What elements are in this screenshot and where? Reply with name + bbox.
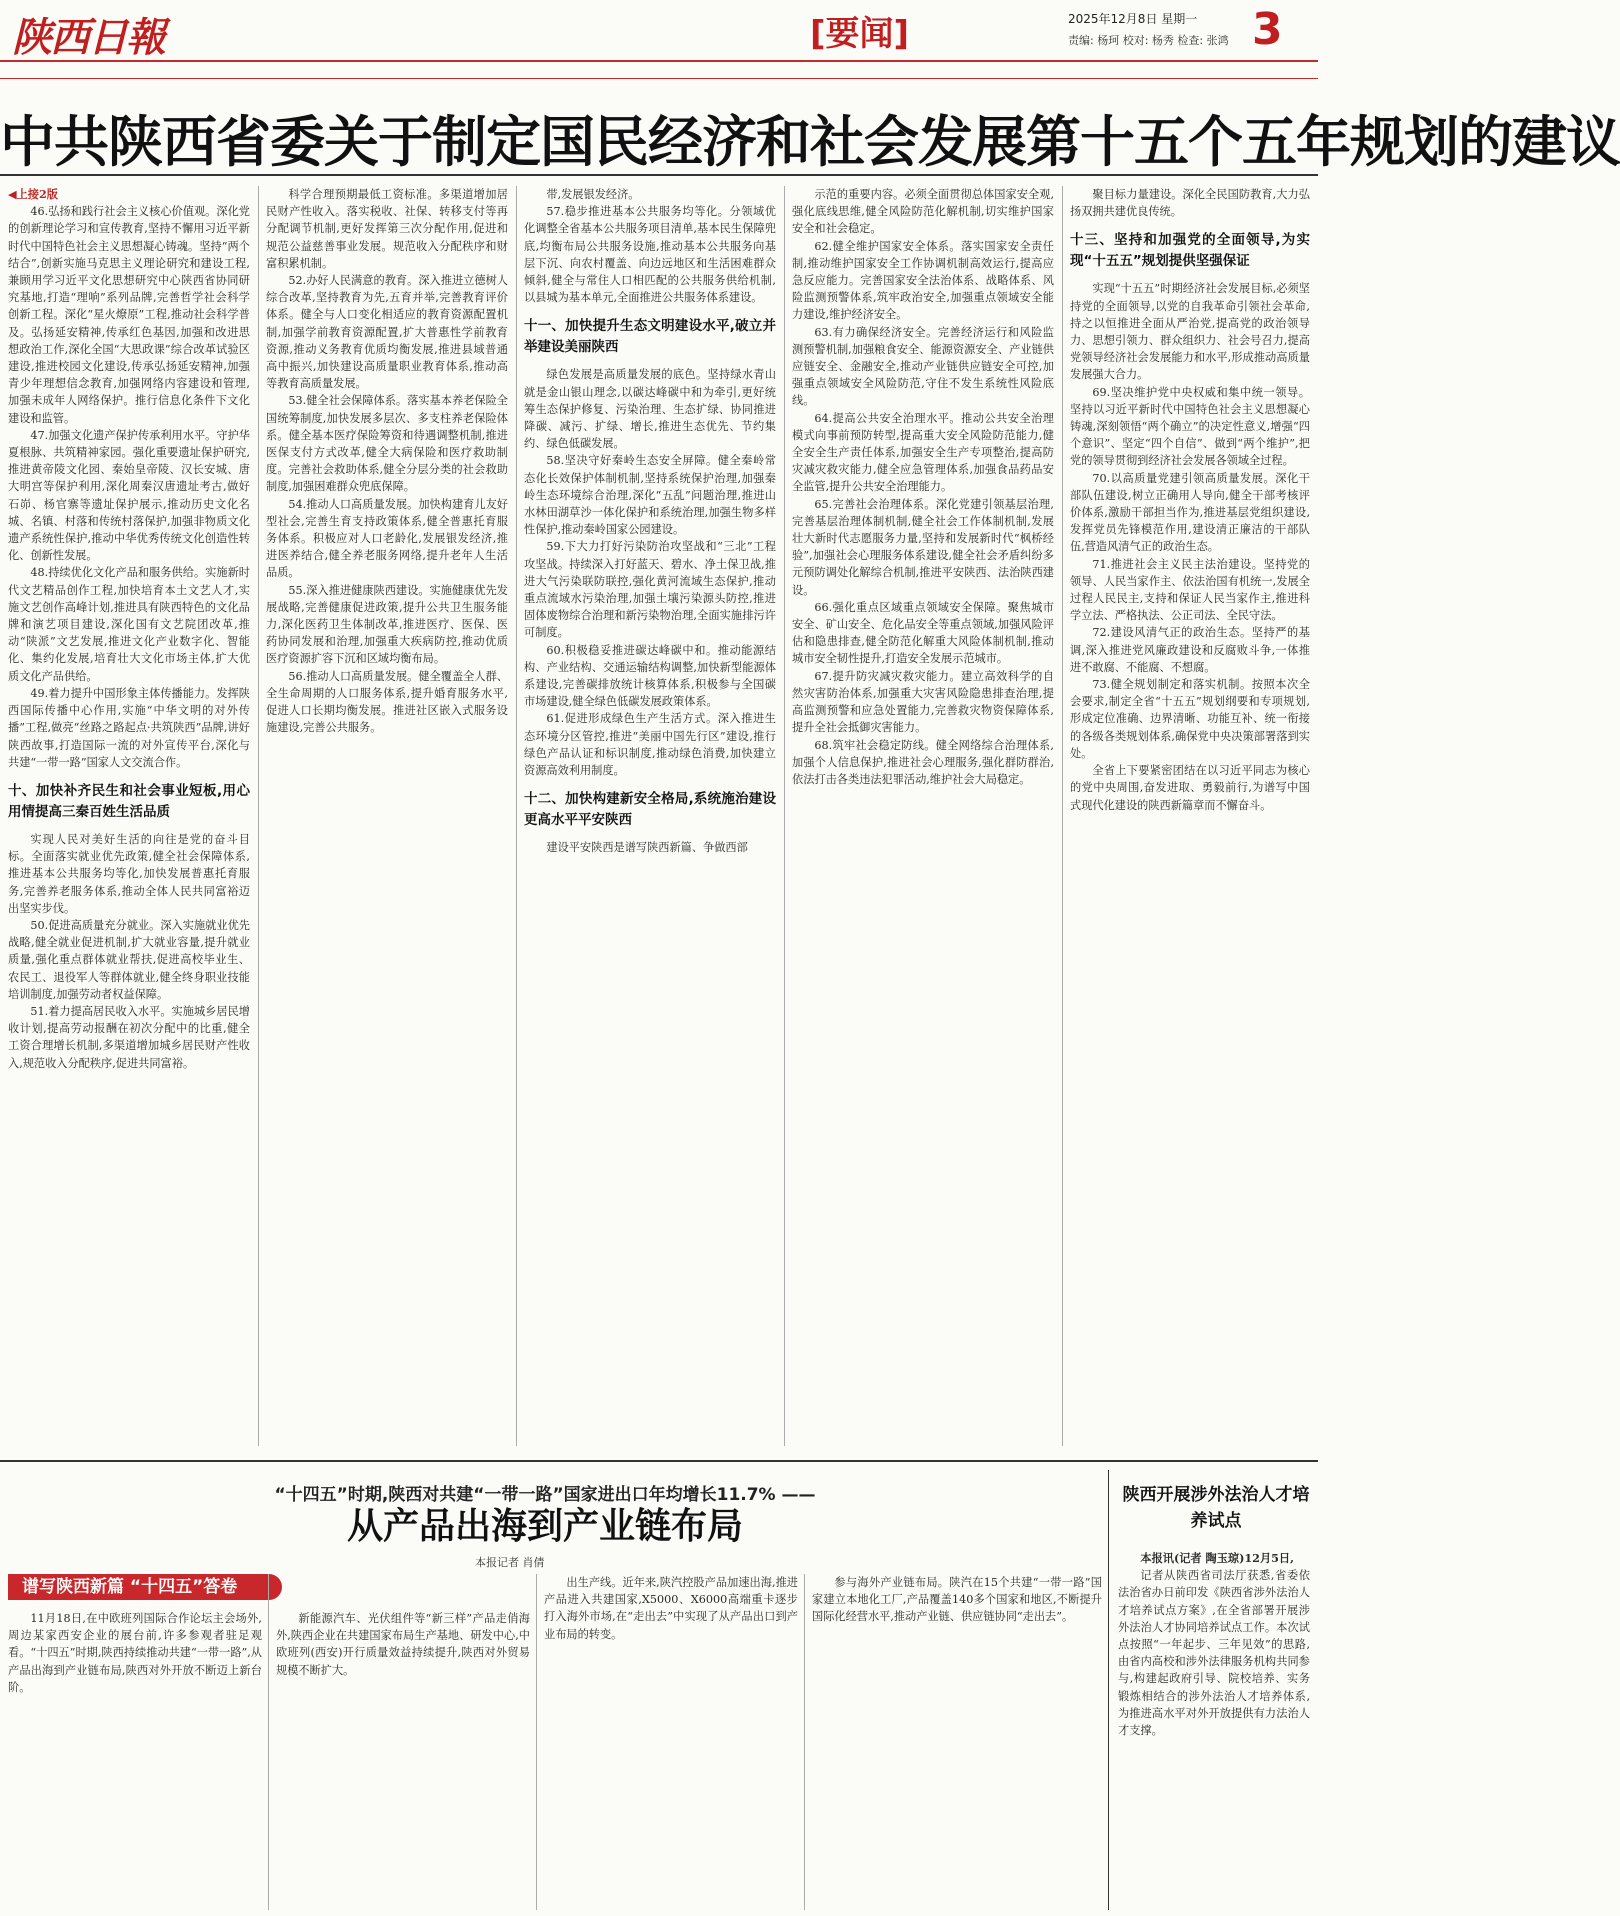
main-headline: 中共陕西省委关于制定国民经济和社会发展第十五个五年规划的建议 <box>0 110 1620 174</box>
paragraph: 58.坚决守好秦岭生态安全屏障。健全秦岭常态化长效保护体制机制,坚持系统保护治理,加强秦岭生态环境综合治理,深化“五乱”问题治理,推进山水林田湖草沙一体化保护和系统治理,加强生物多样性保护,推动秦岭国家公园建设。 <box>524 454 776 537</box>
side-story-headline: 陕西开展涉外法治人才培养试点 <box>1122 1485 1310 1531</box>
story-kicker: “十四五”时期,陕西对共建“一带一路”国家进出口年均增长11.7% —— <box>274 1485 816 1505</box>
paragraph: 绿色发展是高质量发展的底色。坚持绿水青山就是金山银山理念,以碳达峰碳中和为牵引,更好统筹生态保护修复、污染治理、生态扩绿、协同推进降碳、减污、扩绿、增长,推进生态优先、节约集约、绿色低碳发展。 <box>524 368 776 451</box>
paragraph: 11月18日,在中欧班列国际合作论坛主会场外,周边某家西安企业的展台前,许多参观者驻足观看。“十四五”时期,陕西持续推动共建“一带一路”,从产品出海到产业链布局,陕西对外开放不断迈上新台阶。 <box>8 1612 262 1694</box>
article-column-2 <box>266 186 508 1446</box>
paragraph: 实现“十五五”时期经济社会发展目标,必须坚持党的全面领导,以党的自我革命引领社会革命,持之以恒推进全面从严治党,提高党的政治领导力、思想引领力、群众组织力、社会号召力,提高党领导经济社会发展能力和水平,形成推动高质量发展强大合力。 <box>1070 282 1310 382</box>
paragraph: 出生产线。近年来,陕汽控股产品加速出海,推进产品进入共建国家,X5000、X6000高端重卡逐步打入海外市场,在“走出去”中实现了从产品出口到产业布局的转变。 <box>544 1576 798 1641</box>
article-column-4 <box>792 186 1054 1446</box>
paragraph: 52.办好人民满意的教育。深入推进立德树人综合改革,坚持教育为先,五育并举,完善教育评价体系。健全与人口变化相适应的教育资源配置机制,加强学前教育资源配置,扩大普惠性学前教育资源,推动义务教育优质均衡发展,推进县域普通高中振兴,加快建设高质量职业教育体系,推动高等教育高质量发展。 <box>266 274 508 391</box>
paragraph: 71.推进社会主义民主法治建设。坚持党的领导、人民当家作主、依法治国有机统一,发展全过程人民民主,支持和保证人民当家作主,推进科学立法、严格执法、公正司法、全民守法。 <box>1070 557 1310 623</box>
paragraph: 63.有力确保经济安全。完善经济运行和风险监测预警机制,加强粮食安全、能源资源安全、产业链供应链安全、金融安全,推动产业链供应链安全可控,加强重点领域安全风险防范,守住不发生系统性风险底线。 <box>792 325 1054 408</box>
paragraph: 53.健全社会保障体系。落实基本养老保险全国统筹制度,加快发展多层次、多支柱养老保险体系。健全基本医疗保险筹资和待遇调整机制,推进医保支付方式改革,健全大病保险和医疗救助制度。完善社会救助体系,健全分层分类的社会救助制度,加强困难群众兜底保障。 <box>266 394 508 494</box>
paragraph: 60.积极稳妥推进碳达峰碳中和。推动能源结构、产业结构、交通运输结构调整,加快新型能源体系建设,完善碳排放统计核算体系,积极参与全国碳市场建设,健全绿色低碳发展政策体系。 <box>524 643 776 709</box>
paragraph: 61.促进形成绿色生产生活方式。深入推进生态环境分区管控,推进“美丽中国先行区”建设,推行绿色产品认证和标识制度,推动绿色消费,加快建立资源高效利用制度。 <box>524 712 776 778</box>
paragraph: 54.推动人口高质量发展。加快构建育儿友好型社会,完善生育支持政策体系,健全普惠托育服务体系。积极应对人口老龄化,发展银发经济,推进医养结合,健全养老服务网络,提升老年人生活品质。 <box>266 497 508 580</box>
paragraph: 实现人民对美好生活的向往是党的奋斗目标。全面落实就业优先政策,健全社会保障体系,推进基本公共服务均等化,加快发展普惠托育服务,完善养老服务体系,推动全体人民共同富裕迈出坚实步伐。 <box>8 832 250 915</box>
paragraph: 67.提升防灾减灾救灾能力。建立高效科学的自然灾害防治体系,加强重大灾害风险隐患排查治理,提高监测预警和应急处置能力,完善救灾物资保障体系,提升全社会抵御灾害能力。 <box>792 669 1054 735</box>
story-column-4 <box>812 1574 1102 1910</box>
paragraph: 48.持续优化文化产品和服务供给。实施新时代文艺精品创作工程,加快培育本土文艺人才,实施文艺创作高峰计划,推进具有陕西特色的文化品牌和演艺项目建设,深化国有文艺院团改革,推动“陕派”文艺发展,推进文化产业数字化、智能化、集约化发展,培育壮大文化市场主体,扩大优质文化产品供给。 <box>8 566 250 683</box>
section-label: [要闻] <box>810 14 910 54</box>
paragraph: 科学合理预期最低工资标准。多渠道增加居民财产性收入。落实税收、社保、转移支付等再分配调节机制,更好发挥第三次分配作用,促进和规范公益慈善事业发展。规范收入分配秩序和财富积累机制。 <box>266 188 508 270</box>
paragraph: 50.促进高质量充分就业。深入实施就业优先战略,健全就业促进机制,扩大就业容量,提升就业质量,强化重点群体就业帮扶,促进高校毕业生、农民工、退役军人等群体就业,健全终身职业技能培训制度,加强劳动者权益保障。 <box>8 918 250 1001</box>
article-column-5 <box>1070 186 1310 1446</box>
paragraph: 47.加强文化遗产保护传承利用水平。守护华夏根脉、共筑精神家园。强化重要遗址保护研究,推进黄帝陵文化园、秦始皇帝陵、汉长安城、唐大明宫等保护利用,深化周秦汉唐遗址考古,做好石峁、杨官寨等遗址保护展示,推动历史文化名城、名镇、村落和传统村落保护,加强非物质文化遗产系统性保护,推动中华优秀传统文化创造性转化、创新性发展。 <box>8 428 250 563</box>
paragraph: 聚目标力量建设。深化全民国防教育,大力弘扬双拥共建优良传统。 <box>1070 188 1310 219</box>
paragraph: 示范的重要内容。必须全面贯彻总体国家安全观,强化底线思维,健全风险防范化解机制,切实维护国家安全和社会稳定。 <box>792 188 1054 236</box>
paragraph: 65.完善社会治理体系。深化党建引领基层治理,完善基层治理体制机制,健全社会工作体制机制,发展壮大新时代志愿服务力量,坚持和发展新时代“枫桥经验”,加强社会心理服务体系建设,健全社会矛盾纠纷多元预防调处化解综合机制,推进平安陕西、法治陕西建设。 <box>792 497 1054 597</box>
page-number: 3 <box>1252 4 1283 55</box>
story-byline: 本报记者 肖倩 <box>475 1556 545 1569</box>
paragraph: 记者从陕西省司法厅获悉,省委依法治省办日前印发《陕西省涉外法治人才培养试点方案》,在全省部署开展涉外法治人才协同培养试点工作。本次试点按照“一年起步、三年见效”的思路,由省内高校和涉外法律服务机构共同参与,构建起政府引导、院校培养、实务锻炼相结合的涉外法治人才培养体系,为推进高水平对外开放提供有力法治人才支撑。 <box>1118 1569 1310 1738</box>
series-banner: 谱写陕西新篇 “十四五”答卷 <box>8 1574 282 1600</box>
issue-date: 2025年12月8日 星期一 <box>1068 12 1198 26</box>
paragraph: 64.提高公共安全治理水平。推动公共安全治理模式向事前预防转型,提高重大安全风险防范能力,健全安全生产责任体系,加强安全生产专项整治,提高防灾减灾救灾能力,健全应急管理体系,加强食品药品安全监管,提升公共安全治理能力。 <box>792 411 1054 494</box>
paragraph: 57.稳步推进基本公共服务均等化。分领域优化调整全省基本公共服务项目清单,基本民生保障兜底,均衡布局公共服务设施,推动基本公共服务向基层下沉、向农村覆盖、向边远地区和生活困难群众倾斜,健全与常住人口相匹配的公共服务供给机制,以县城为基本单元,全面推进公共服务体系建设。 <box>524 205 776 305</box>
story-column-2 <box>276 1610 530 1910</box>
paragraph: 参与海外产业链布局。陕汽在15个共建“一带一路”国家建立本地化工厂,产品覆盖140多个国家和地区,不断提升国际化经营水平,推动产业链、供应链协同“走出去”。 <box>812 1576 1102 1624</box>
paragraph: 59.下大力打好污染防治攻坚战和“三北”工程攻坚战。持续深入打好蓝天、碧水、净土保卫战,推进大气污染联防联控,强化黄河流域生态保护,推动重点流域水污染治理,加强土壤污染源头防控,推进固体废物综合治理和新污染物治理,全面实施排污许可制度。 <box>524 540 776 640</box>
paragraph: 55.深入推进健康陕西建设。实施健康优先发展战略,完善健康促进政策,提升公共卫生服务能力,深化医药卫生体制改革,推进医疗、医保、医药协同发展和治理,加强重大疾病防控,推动优质医疗资源扩容下沉和区域均衡布局。 <box>266 583 508 666</box>
paragraph: 新能源汽车、光伏组件等“新三样”产品走俏海外,陕西企业在共建国家布局生产基地、研发中心,中欧班列(西安)开行质量效益持续提升,陕西对外贸易规模不断扩大。 <box>276 1612 530 1677</box>
newspaper-logo: 陕西日報 <box>12 14 164 61</box>
paragraph: 70.以高质量党建引领高质量发展。深化干部队伍建设,树立正确用人导向,健全干部考核评价体系,激励干部担当作为,推进基层党组织建设,发挥党员先锋模范作用,建设清正廉洁的干部队伍,营造风清气正的政治生态。 <box>1070 471 1310 554</box>
paragraph: 62.健全维护国家安全体系。落实国家安全责任制,推动维护国家安全工作协调机制高效运行,提高应急反应能力。完善国家安全法治体系、战略体系、风险监测预警体系,筑牢政治安全,加强重点领域安全能力建设,维护经济安全。 <box>792 239 1054 322</box>
paragraph: 51.着力提高居民收入水平。实施城乡居民增收计划,提高劳动报酬在初次分配中的比重,健全工资合理增长机制,多渠道增加城乡居民财产性收入,规范收入分配秩序,促进共同富裕。 <box>8 1004 250 1070</box>
paragraph: 68.筑牢社会稳定防线。健全网络综合治理体系,加强个人信息保护,推进社会心理服务,强化群防群治,依法打击各类违法犯罪活动,维护社会大局稳定。 <box>792 738 1054 786</box>
section-subhead: 十三、坚持和加强党的全面领导,为实现“十五五”规划提供坚强保证 <box>1070 232 1310 270</box>
section-subhead: 十二、加快构建新安全格局,系统施治建设更高水平平安陕西 <box>524 791 776 829</box>
section-subhead: 十、加快补齐民生和社会事业短板,用心用情提高三秦百姓生活品质 <box>8 782 250 820</box>
masthead <box>0 0 1318 62</box>
paragraph: 73.健全规划制定和落实机制。按照本次全会要求,制定全省“十五五”规划纲要和专项规划,形成定位准确、边界清晰、功能互补、统一衔接的各级各类规划体系,确保党中央决策部署落到实处。 <box>1070 678 1310 760</box>
story-column-1 <box>8 1610 262 1910</box>
paragraph: 全省上下要紧密团结在以习近平同志为核心的党中央周围,奋发进取、勇毅前行,为谱写中国式现代化建设的陕西新篇章而不懈奋斗。 <box>1070 764 1310 812</box>
article-column-1 <box>8 186 250 1446</box>
side-story-byline: 本报讯(记者 陶玉琼)12月5日, <box>1140 1551 1294 1565</box>
editor-credits: 责编: 杨珂 校对: 杨秀 检查: 张鸿 <box>1068 34 1229 47</box>
article-column-3 <box>524 186 776 1446</box>
paragraph: 建设平安陕西是谱写陕西新篇、争做西部 <box>546 841 748 855</box>
paragraph: 带,发展银发经济。 <box>546 188 640 201</box>
section-subhead: 十一、加快提升生态文明建设水平,破立并举建设美丽陕西 <box>524 318 776 356</box>
paragraph: 69.坚决维护党中央权威和集中统一领导。坚持以习近平新时代中国特色社会主义思想凝心铸魂,深刻领悟“两个确立”的决定性意义,增强“四个意识”、坚定“四个自信”、做到“两个维护”,把党的领导贯彻到经济社会发展各领域全过程。 <box>1070 385 1310 468</box>
paragraph: 66.强化重点区域重点领域安全保障。聚焦城市安全、矿山安全、危化品安全等重点领域,加强风险评估和隐患排查,健全防范化解重大风险体制机制,推动城市安全韧性提升,打造安全发展示范城市。 <box>792 600 1054 666</box>
paragraph: 56.推动人口高质量发展。健全覆盖全人群、全生命周期的人口服务体系,提升婚育服务水平,促进人口长期均衡发展。推进社区嵌入式服务设施建设,完善公共服务。 <box>266 669 508 735</box>
paragraph: 72.建设风清气正的政治生态。坚持严的基调,深入推进党风廉政建设和反腐败斗争,一体推进不敢腐、不能腐、不想腐。 <box>1070 626 1310 674</box>
paragraph: 46.弘扬和践行社会主义核心价值观。深化党的创新理论学习和宣传教育,坚持不懈用习近平新时代中国特色社会主义思想凝心铸魂。坚持“两个结合”,创新实施马克思主义理论研究和建设工程,兼顾用学习近平文化思想研究中心陕西省协同研究基地,打造“理响”系列品牌,完善哲学社会科学创新工程。深化“星火燎原”工程,推动社会科学普及。弘扬延安精神,传承红色基因,加强和改进思想政治工作,深化全国“大思政课”综合改革试验区建设,推进校园文化建设,传承弘扬延安精神,加强青少年理想信念教育,加强网络内容建设和管理,加强未成年人网络保护。推行信息化条件下文化建设和监管。 <box>8 205 250 425</box>
story-headline: 从产品出海到产业链布局 <box>346 1506 743 1547</box>
side-story-body <box>1118 1550 1310 1910</box>
continued-from-marker: ◀上接2版 <box>8 187 58 201</box>
story-column-3 <box>544 1574 798 1910</box>
paragraph: 49.着力提升中国形象主体传播能力。发挥陕西国际传播中心作用,实施“中华文明的对外传播”工程,做亮“丝路之路起点·共筑陕西”品牌,讲好陕西故事,打造国际一流的对外宣传平台,深化与共建“一带一路”国家人文交流合作。 <box>8 686 250 769</box>
